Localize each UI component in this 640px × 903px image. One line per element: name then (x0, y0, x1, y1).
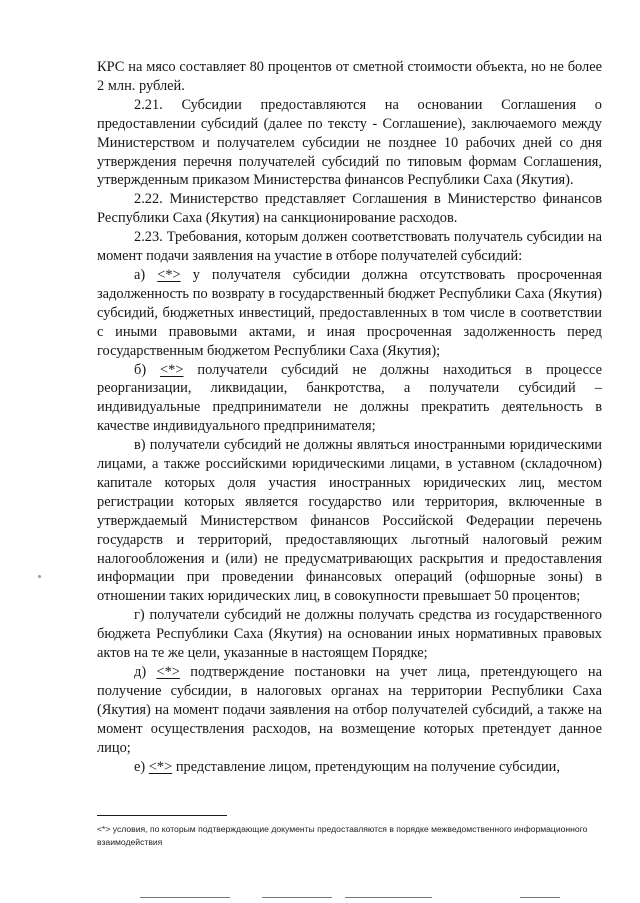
paragraph-text: в) получатели субсидий не должны являться иностранными юридическими лицами, а также российскими юридическими лицами, в уставном (складочном) капитале которых доля участия иностранных юридических лиц, местом регистрации которых является государство или территория, включенные в утверждаемый Министерством финансов Российской Федерации перечень государств и территорий, предоставляющих льготный налоговый режим налогообложения и (или) не предусматривающих раскрытия и предоставления информации при проведении финансовых операций (офшорные зоны) в отношении таких юридических лиц, в совокупности превышает 50 процентов; (97, 437, 602, 605)
paragraph-2-22 (97, 190, 602, 228)
paragraph-item-v (97, 436, 602, 606)
paragraph-item-d (97, 663, 602, 758)
paragraph-item-g (97, 606, 602, 663)
document-body (97, 58, 602, 776)
item-letter: а) (134, 266, 158, 283)
item-letter: б) (134, 361, 161, 378)
paragraph-text: представление лицом, претендующим на получение субсидии, (172, 758, 560, 775)
footnote-separator (97, 815, 227, 816)
footnote-marker: <*> (160, 361, 184, 378)
scan-line (372, 897, 432, 898)
paragraph-text: КРС на мясо составляет 80 процентов от сметной стоимости объекта, но не более 2 млн. рублей. (97, 59, 602, 94)
paragraph-text: у получателя субсидии должна отсутствовать просроченная задолженность по возврату в государственный бюджет Республики Саха (Якутия) субсидий, бюджетных инвестиций, предоставленных в том числе в соответствии с иными правовыми актами, и иная просроченная задолженность перед государственным бюджетом Республики Саха (Якутия); (97, 266, 602, 359)
paragraph-text: получатели субсидий не должны находиться в процессе реорганизации, ликвидации, банкротства, а получатели субсидий – индивидуальные предприниматели не должны прекратить деятельность в качестве индивидуального предпринимателя; (97, 361, 602, 435)
footnote-marker: <*> (148, 758, 173, 775)
paragraph-item-e (97, 758, 602, 777)
footnote: <*> условия, по которым подтверждающие документы предоставляются в порядке межведомственного информационного взаимодействия (97, 824, 588, 847)
item-letter: е) (134, 758, 149, 775)
scan-edge-artifacts (0, 893, 640, 903)
paragraph-text: 2.22. Министерство представляет Соглашения в Министерство финансов Республики Саха (Якутия) на санкционирование расходов. (97, 191, 602, 227)
footnote-marker: <*> (156, 664, 180, 680)
scan-line (140, 897, 230, 898)
paragraph-item-b (97, 361, 602, 437)
scan-line (520, 897, 560, 898)
item-letter: д) (134, 664, 157, 680)
scan-line (345, 897, 373, 898)
paragraph-item-a (97, 266, 602, 361)
paragraph-text: 2.21. Субсидии предоставляются на основании Соглашения о предоставлении субсидий (далее по тексту - Соглашение), заключаемого между Министерством и получателем субсидии не позднее 10 рабочих дней со дня утверждения перечня получателей субсидий по типовым формам Соглашения, утвержденным приказом Министерства финансов Республики Саха (Якутия). (97, 96, 602, 189)
paragraph-2-23 (97, 228, 602, 266)
scan-line (262, 897, 332, 898)
paragraph-2-21 (97, 96, 602, 191)
scan-speck (38, 575, 41, 578)
paragraph-text: г) получатели субсидий не должны получать средства из государственного бюджета Республики Саха (Якутия) на основании иных нормативных правовых актов на те же цели, указанные в настоящем Порядке; (97, 607, 602, 662)
paragraph-continuation (97, 58, 602, 96)
footnote-marker: <*> (157, 266, 181, 283)
paragraph-text: 2.23. Требования, которым должен соответствовать получатель субсидии на момент подачи заявления на участие в отборе получателей субсидий: (97, 229, 602, 265)
paragraph-text: подтверждение постановки на учет лица, претендующего на получение субсидии, в налоговых органах на территории Республики Саха (Якутия) на момент подачи заявления на отбор получателей субсидий, а также на момент осуществления расходов, на возмещение которых претендует данное лицо; (97, 664, 602, 756)
